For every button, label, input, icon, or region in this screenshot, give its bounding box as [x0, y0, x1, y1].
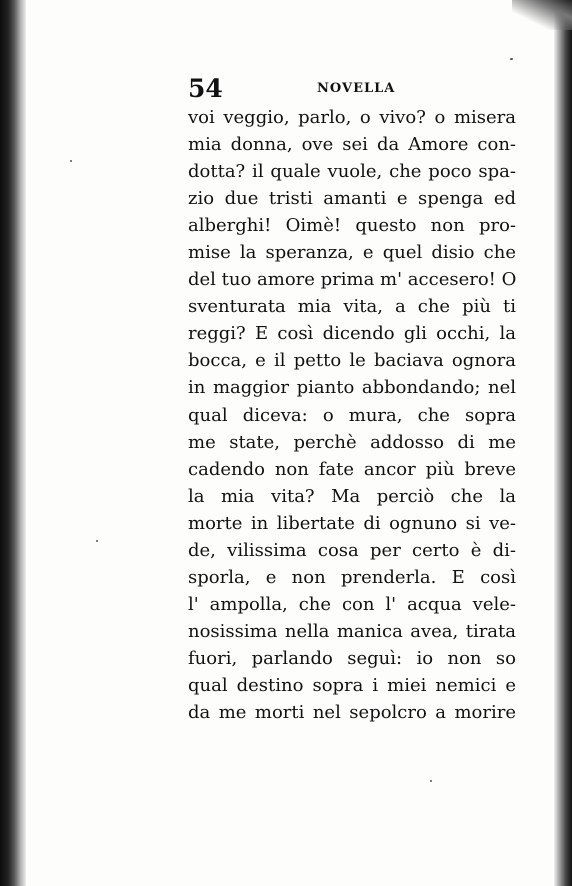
text-line: da me morti nel sepolcro a morire — [188, 702, 516, 724]
page-corner-shadow — [512, 0, 572, 30]
text-line: morte in libertate di ognuno si ve- — [188, 512, 516, 534]
paper-speck — [70, 160, 72, 162]
text-line: bocca, e il petto le baciava ognora — [188, 350, 516, 372]
page-right-edge-shadow — [554, 0, 572, 886]
text-line: l' ampolla, che con l' acqua vele- — [188, 593, 516, 615]
text-line: mise la speranza, e quel disio che — [188, 242, 516, 264]
text-line: del tuo amore prima m' accesero! O — [188, 269, 516, 291]
body-text — [188, 104, 516, 726]
text-line: mia donna, ove sei da Amore con- — [188, 134, 516, 156]
text-line: qual destino sopra i miei nemici e — [188, 674, 516, 696]
paper-speck — [430, 780, 432, 782]
text-line: me state, perchè addosso di me — [188, 431, 516, 453]
running-head: NOVELLA — [317, 81, 396, 96]
text-line: in maggior pianto abbondando; nel — [188, 377, 516, 399]
text-line: cadendo non fate ancor più breve — [188, 458, 516, 480]
paper-speck — [96, 540, 98, 542]
text-line: qual diceva: o mura, che sopra — [188, 404, 516, 426]
text-line: sporla, e non prenderla. E così — [188, 566, 516, 588]
text-line: sventurata mia vita, a che più ti — [188, 296, 516, 318]
text-line: voi veggio, parlo, o vivo? o misera — [188, 107, 516, 128]
page-header — [188, 74, 516, 106]
page-number: 54 — [188, 74, 223, 103]
text-line: fuori, parlando seguì: io non so — [188, 647, 516, 669]
paper-speck — [510, 58, 513, 60]
text-line: alberghi! Oimè! questo non pro- — [188, 215, 516, 237]
text-line: dotta? il quale vuole, che poco spa- — [188, 161, 516, 183]
text-line: zio due tristi amanti e spenga ed — [188, 188, 516, 210]
text-line: la mia vita? Ma perciò che la — [188, 485, 516, 507]
page-left-edge-shadow — [0, 0, 26, 886]
text-line: reggi? E così dicendo gli occhi, la — [188, 323, 516, 345]
text-line: nosissima nella manica avea, tirata — [188, 620, 516, 642]
text-line: de, vilissima cosa per certo è di- — [188, 539, 516, 561]
